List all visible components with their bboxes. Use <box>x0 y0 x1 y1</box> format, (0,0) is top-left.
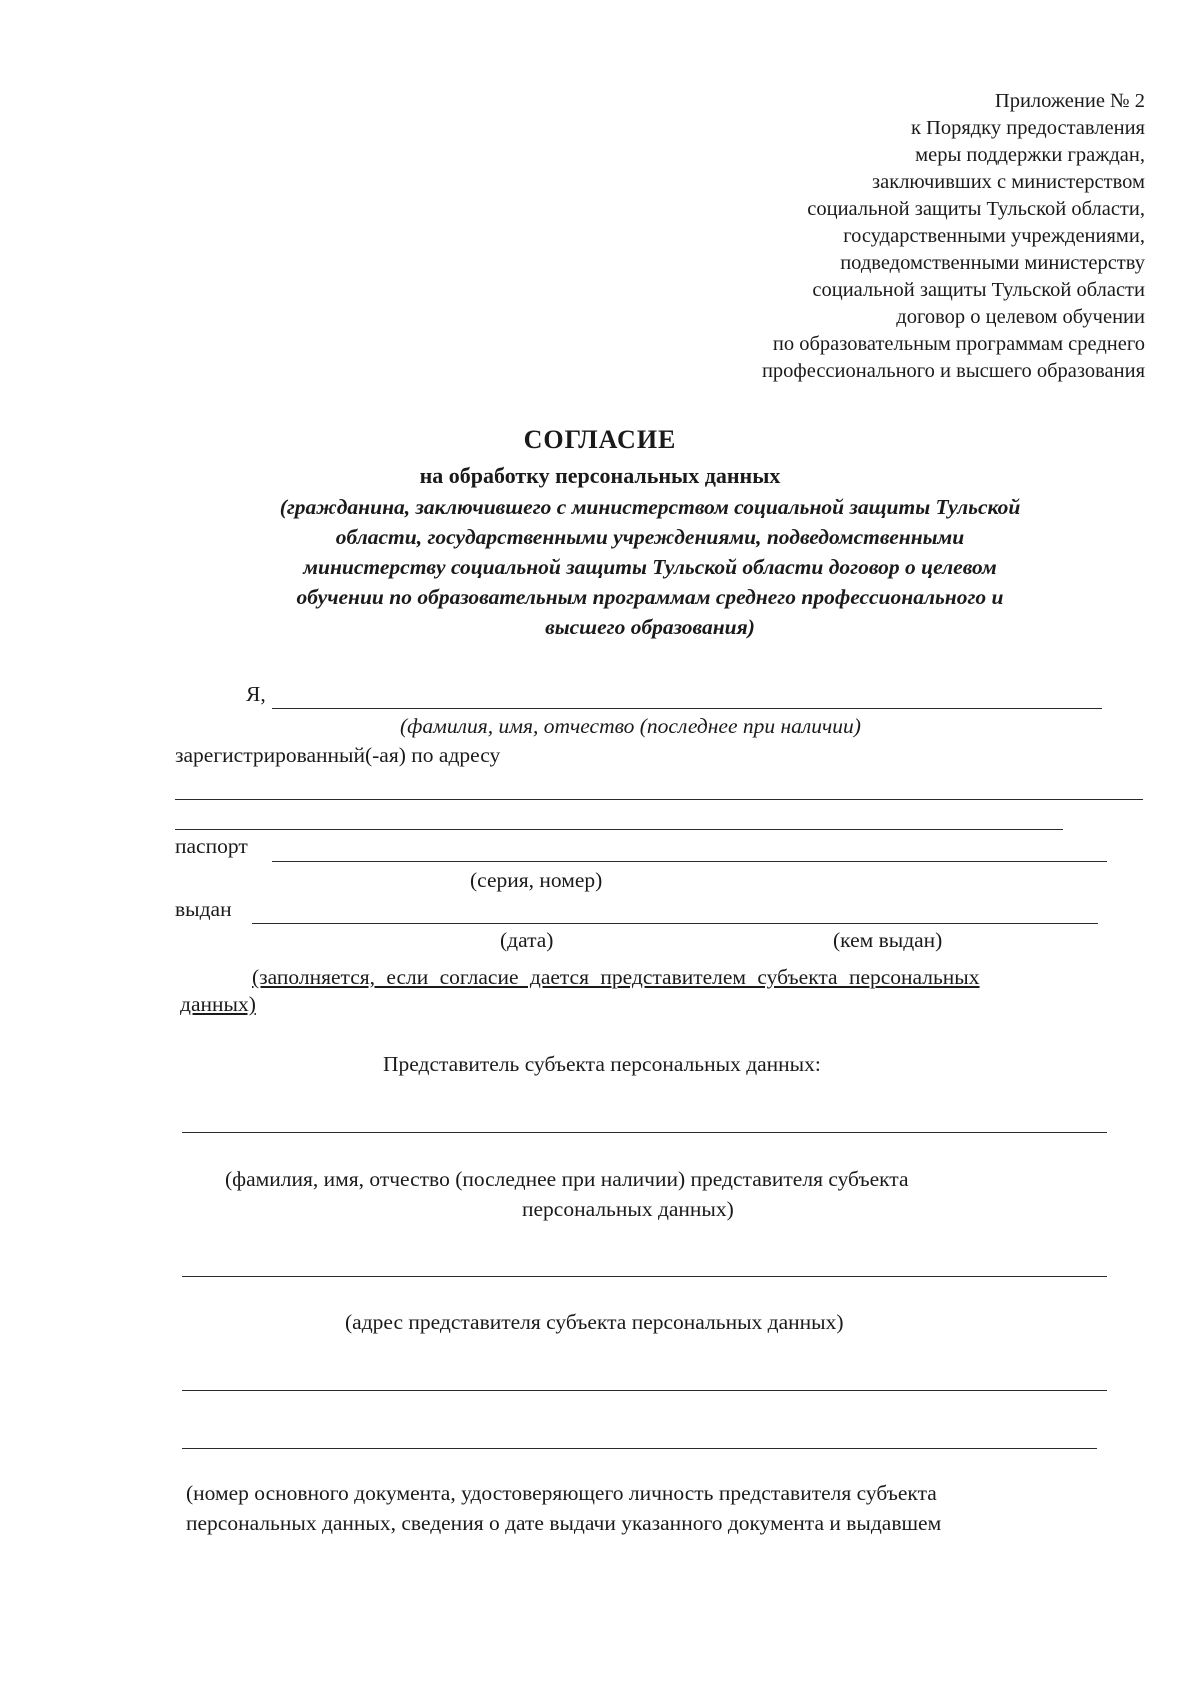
rep-address-field-line[interactable] <box>182 1276 1107 1277</box>
fio-hint: (фамилия, имя, отчество (последнее при наличии) <box>400 714 861 738</box>
address-field-line-2[interactable] <box>175 829 1063 830</box>
issued-field-line[interactable] <box>252 923 1098 924</box>
appendix-line: социальной защиты Тульской области <box>812 279 1145 301</box>
rep-doc-hint-cont: персональных данных, сведения о дате выдачи указанного документа и выдавшем <box>186 1511 942 1535</box>
i-label: Я, <box>246 682 266 706</box>
address-field-line-1[interactable] <box>175 799 1143 800</box>
rep-fio-field-line[interactable] <box>182 1132 1107 1133</box>
representative-note-cont: данных) <box>180 992 256 1016</box>
representative-note: (заполняется, если согласие дается представителем субъекта персональных <box>252 965 980 989</box>
appendix-line: договор о целевом обучении <box>896 306 1145 328</box>
passport-field-line[interactable] <box>272 861 1107 862</box>
appendix-line: Приложение № 2 <box>994 90 1145 112</box>
registered-label: зарегистрированный(-ая) по адресу <box>175 743 501 767</box>
date-hint: (дата) <box>500 928 554 952</box>
fio-field-line[interactable] <box>272 708 1102 709</box>
passport-hint: (серия, номер) <box>470 868 603 892</box>
appendix-line: профессионального и высшего образования <box>761 360 1145 382</box>
appendix-line: социальной защиты Тульской области, <box>807 198 1145 220</box>
subject-line: министерству социальной защиты Тульской области договор о целевом <box>303 555 997 579</box>
appendix-line: к Порядку предоставления <box>910 117 1145 139</box>
subject-line: (гражданина, заключившего с министерством социальной защиты Тульской <box>279 495 1021 519</box>
subject-description <box>150 492 1150 642</box>
passport-label: паспорт <box>175 834 248 858</box>
appendix-header <box>762 88 1145 385</box>
rep-fio-hint: (фамилия, имя, отчество (последнее при наличии) представителя субъекта <box>225 1167 909 1191</box>
issuer-hint: (кем выдан) <box>833 928 943 952</box>
appendix-line: подведомственными министерству <box>840 252 1145 274</box>
appendix-line: заключивших с министерством <box>872 171 1145 193</box>
subject-line: высшего образования) <box>545 615 755 639</box>
document-title: СОГЛАСИЕ <box>523 425 677 454</box>
representative-heading: Представитель субъекта персональных данных: <box>383 1052 821 1076</box>
rep-doc-field-line-1[interactable] <box>182 1390 1107 1391</box>
appendix-line: государственными учреждениями, <box>843 225 1145 247</box>
subject-line: обучении по образовательным программам среднего профессионального и <box>296 585 1004 609</box>
rep-address-hint: (адрес представителя субъекта персональных данных) <box>345 1310 844 1334</box>
issued-label: выдан <box>175 897 232 921</box>
rep-fio-hint-cont: персональных данных) <box>522 1197 734 1221</box>
rep-doc-field-line-2[interactable] <box>182 1448 1097 1449</box>
subject-line: области, государственными учреждениями, подведомственными <box>335 525 965 549</box>
rep-doc-hint: (номер основного документа, удостоверяющего личность представителя субъекта <box>186 1481 937 1505</box>
appendix-line: меры поддержки граждан, <box>915 144 1145 166</box>
document-subtitle: на обработку персональных данных <box>419 463 781 488</box>
appendix-line: по образовательным программам среднего <box>772 333 1145 355</box>
